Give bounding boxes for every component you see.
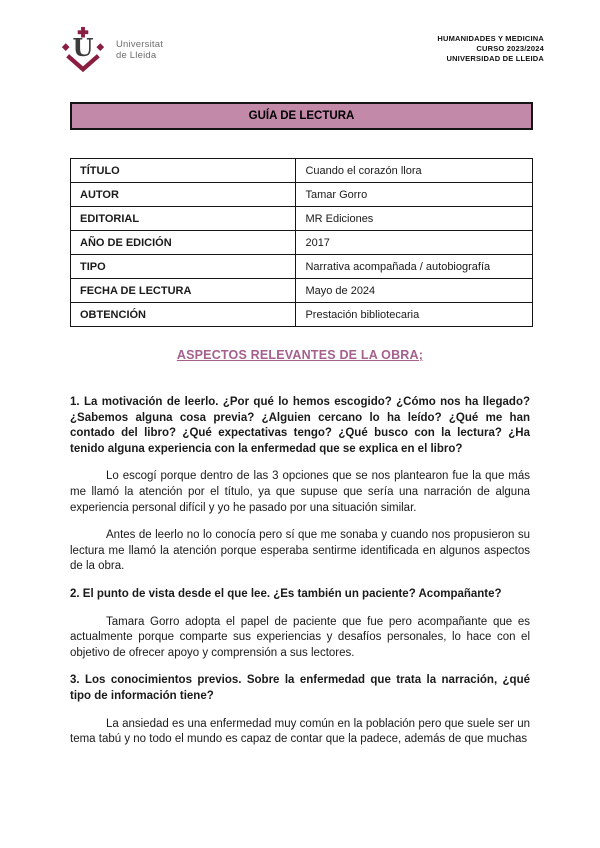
logo-wordmark: [116, 39, 163, 61]
header-course-info: [437, 26, 544, 64]
logo-wordmark-line1: Universitat: [116, 39, 164, 50]
question-1: 1. La motivación de leerlo. ¿Por qué lo hemos escogido? ¿Cómo nos ha llegado? ¿Sabemos alguna cosa previa? ¿Alguien cercano lo ha leído? ¿Qué me han contado del libro? ¿Qué expectativas tengo? ¿Qué busco con la lectura? ¿Ha tenido alguna experiencia con la enfermedad que se explica en el libro?: [70, 396, 530, 455]
book-info-table: [70, 158, 533, 327]
table-row-fecha-lectura: [71, 279, 533, 303]
question-3: 3. Los conocimientos previos. Sobre la enfermedad que trata la narración, ¿qué tipo de información tiene?: [70, 674, 530, 702]
answer-1-paragraph-2: Antes de leerlo no lo conocía pero sí que me sonaba y cuando nos propusieron su lectura me llamó la atención porque esperaba sentirme identificada en algunos aspectos de la obra.: [70, 529, 530, 573]
answer-2-paragraph-1: Tamara Gorro adopta el papel de paciente que fue pero acompañante que es actualmente porque comparte sus experiencias y desafíos personales, lo hace con el objetivo de ofrecer apoyo y comprensión a sus lectores.: [70, 615, 530, 659]
guide-title-banner: [70, 102, 533, 130]
table-row-obtencion: [71, 303, 533, 327]
table-row-ano-edicion: [71, 231, 533, 255]
page-header: [0, 26, 600, 76]
header-info-line-3: UNIVERSIDAD DE LLEIDA: [446, 54, 544, 63]
row-value: Narrativa acompañada / autobiografía: [296, 255, 533, 279]
table-row-editorial: [71, 207, 533, 231]
row-value: Tamar Gorro: [296, 183, 533, 207]
question-2: 2. El punto de vista desde el que lee. ¿Es también un paciente? Acompañante?: [70, 587, 502, 600]
row-value: MR Ediciones: [296, 207, 533, 231]
row-value: Cuando el corazón llora: [296, 159, 533, 183]
row-label: AÑO DE EDICIÓN: [71, 231, 296, 255]
page-title: GUÍA DE LECTURA: [248, 110, 355, 122]
row-label: AUTOR: [71, 183, 296, 207]
answer-1-paragraph-1: Lo escogí porque dentro de las 3 opciones que se nos plantearon fue la que más me llamó la atención por el título, ya que supuse que sería una narración de alguna experiencia personal difícil y yo he pasado por una situación similar.: [70, 470, 530, 514]
row-value: Mayo de 2024: [296, 279, 533, 303]
row-value: Prestación bibliotecaria: [296, 303, 533, 327]
universitat-de-lleida-logo-icon: [57, 26, 109, 74]
header-info-line-1: HUMANIDADES Y MEDICINA: [437, 34, 544, 43]
header-info-line-2: CURSO 2023/2024: [476, 44, 544, 53]
table-row-autor: [71, 183, 533, 207]
table-row-tipo: [71, 255, 533, 279]
row-label: TIPO: [71, 255, 296, 279]
logo-wordmark-line2: de Lleida: [116, 50, 157, 61]
row-label: EDITORIAL: [71, 207, 296, 231]
svg-text:U: U: [72, 32, 94, 62]
row-value: 2017: [296, 231, 533, 255]
udl-logo: [57, 26, 163, 74]
row-label: OBTENCIÓN: [71, 303, 296, 327]
section-title: ASPECTOS RELEVANTES DE LA OBRA;: [176, 348, 424, 362]
table-row-titulo: [71, 159, 533, 183]
row-label: FECHA DE LECTURA: [71, 279, 296, 303]
document-body: [70, 395, 530, 748]
answer-3-paragraph-1: La ansiedad es una enfermedad muy común en la población pero que suele ser un tema tabú y no todo el mundo es capaz de contar que la padece, además de que muchas: [70, 717, 530, 746]
row-label: TÍTULO: [71, 159, 296, 183]
